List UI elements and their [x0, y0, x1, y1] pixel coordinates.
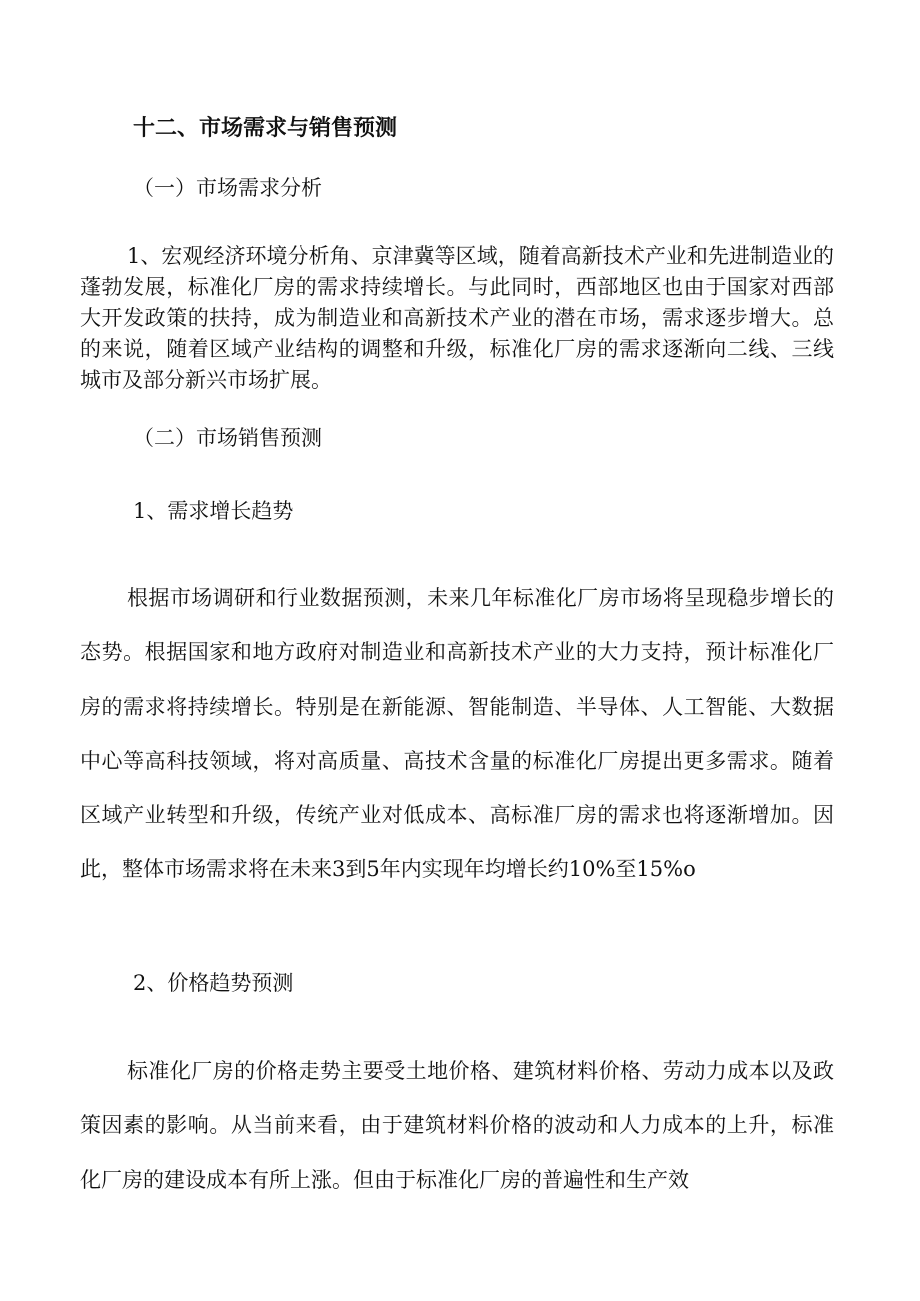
paragraph-price-trend: 标准化厂房的价格走势主要受土地价格、建筑材料价格、劳动力成本以及政策因素的影响。从当前来看，由于建筑材料价格的波动和人力成本的上升，标准化厂房的建设成本有所上涨。但由于标准化厂房的普遍性和生产效: [80, 1059, 834, 1192]
item-heading-price-trend: 2、价格趋势预测: [133, 971, 294, 995]
section-heading-market-demand-forecast: 十二、市场需求与销售预测: [133, 115, 398, 141]
subsection-heading-sales-forecast: （二）市场销售预测: [133, 426, 322, 450]
item-heading-demand-growth: 1、需求增长趋势: [133, 499, 294, 523]
paragraph-macro-environment: 1、宏观经济环境分析角、京津冀等区域，随着高新技术产业和先进制造业的蓬勃发展，标准化厂房的需求持续增长。与此同时，西部地区也由于国家对西部大开发政策的扶持，成为制造业和高新技术产业的潜在市场，需求逐步增大。总的来说，随着区域产业结构的调整和升级，标准化厂房的需求逐渐向二线、三线城市及部分新兴市场扩展。: [80, 244, 834, 392]
paragraph-demand-growth: 根据市场调研和行业数据预测，未来几年标准化厂房市场将呈现稳步增长的态势。根据国家和地方政府对制造业和高新技术产业的大力支持，预计标准化厂房的需求将持续增长。特别是在新能源、智能制造、半导体、人工智能、大数据中心等高科技领域，将对高质量、高技术含量的标准化厂房提出更多需求。随着区域产业转型和升级，传统产业对低成本、高标准厂房的需求也将逐渐增加。因此，整体市场需求将在未来3到5年内实现年均增长约10%至15%o: [80, 586, 834, 882]
subsection-heading-demand-analysis: （一）市场需求分析: [133, 176, 322, 200]
